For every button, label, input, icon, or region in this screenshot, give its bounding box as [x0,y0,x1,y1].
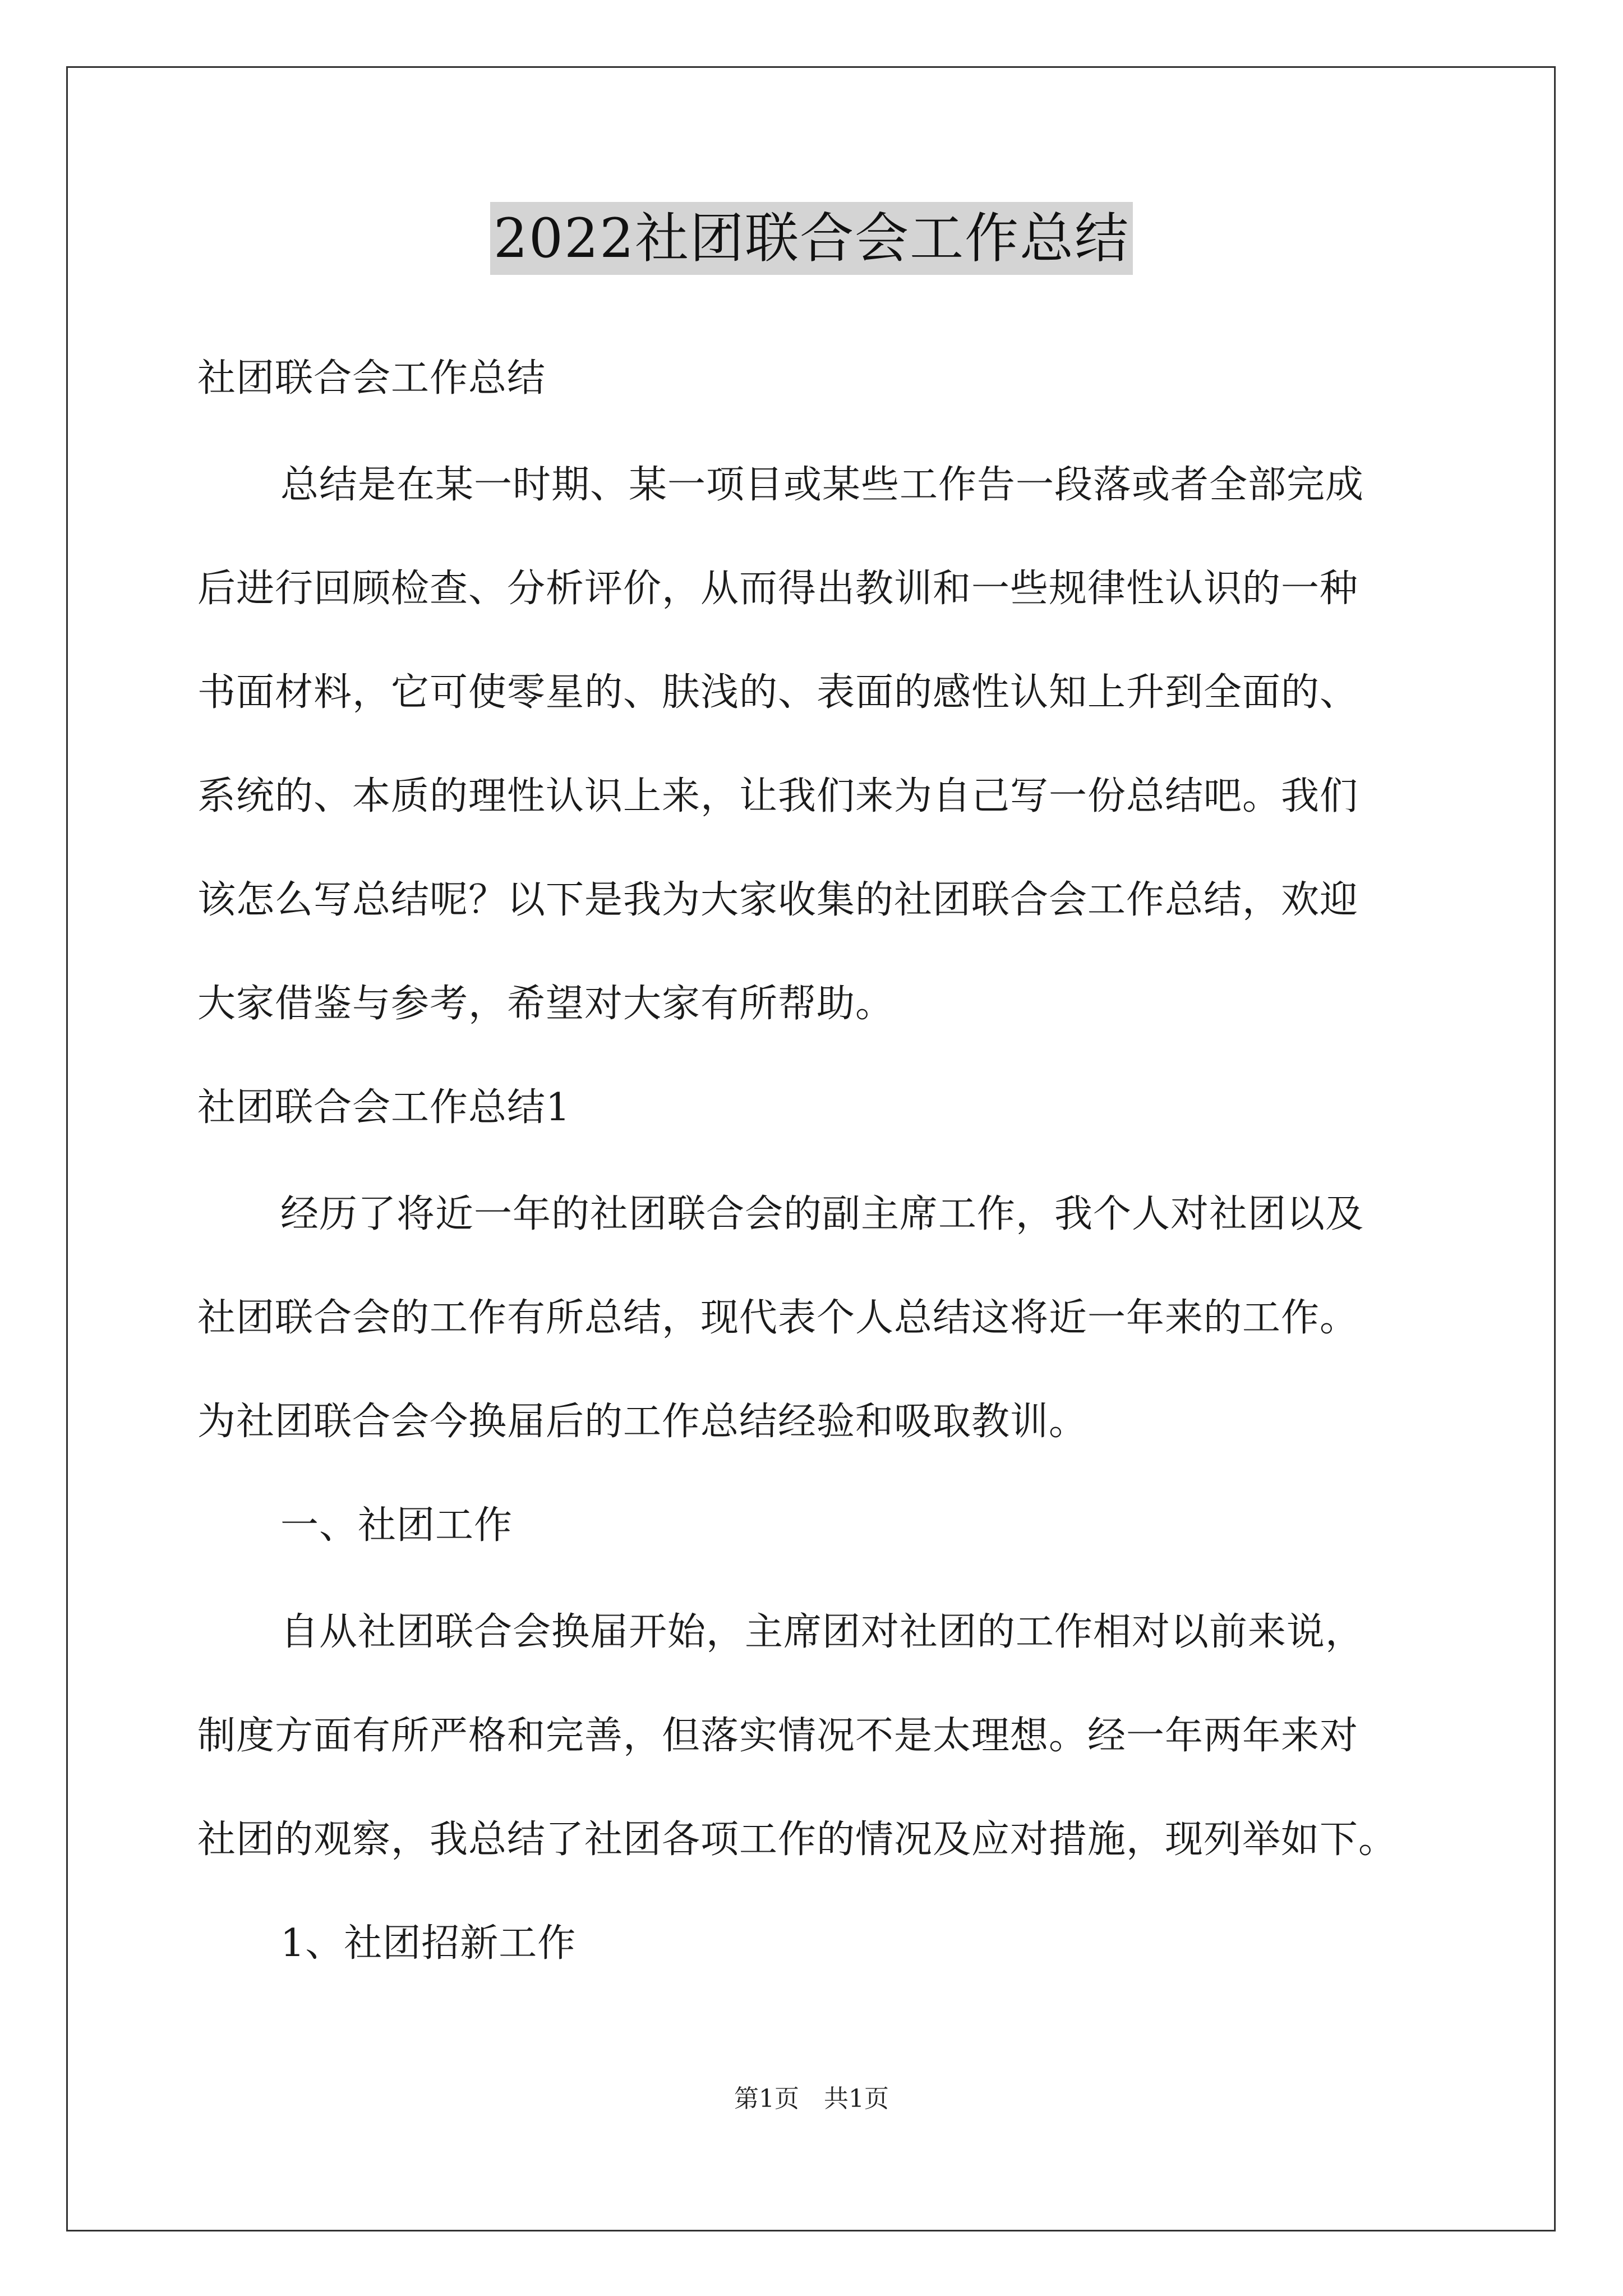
para1-line-3: 为社团联合会今换届后的工作总结经验和吸取教训。 [197,1400,1088,1444]
document-title: 2022社团联合会工作总结 [490,202,1133,275]
intro-line-6: 大家借鉴与参考，希望对大家有所帮助。 [197,982,895,1026]
para2-line-2: 制度方面有所严格和完善，但落实情况不是太理想。经一年两年来对 [197,1714,1359,1758]
intro-line-3: 书面材料，它可使零星的、肤浅的、表面的感性认知上升到全面的、 [197,670,1359,715]
intro-line-5: 该怎么写总结呢？以下是我为大家收集的社团联合会工作总结，欢迎 [197,878,1359,922]
para1-line-2: 社团联合会的工作有所总结，现代表个人总结这将近一年来的工作。 [197,1296,1359,1340]
para2-line-3: 社团的观察，我总结了社团各项工作的情况及应对措施，现列举如下。 [197,1818,1398,1862]
section-heading: 社团联合会工作总结1 [197,1085,571,1130]
subheading-social-work: 一、社团工作 [280,1503,513,1548]
intro-line-1: 总结是在某一时期、某一项目或某些工作告一段落或者全部完成 [280,463,1364,507]
subheading-recruitment: 1、社团招新工作 [280,1921,577,1966]
document-subtitle: 社团联合会工作总结 [197,356,546,401]
intro-line-2: 后进行回顾检查、分析评价，从而得出教训和一些规律性认识的一种 [197,567,1359,611]
page-footer: 第1页 共1页 [734,2085,889,2113]
intro-line-4: 系统的、本质的理性认识上来，让我们来为自己写一份总结吧。我们 [197,774,1359,818]
para2-line-1: 自从社团联合会换届开始，主席团对社团的工作相对以前来说， [280,1610,1364,1654]
para1-line-1: 经历了将近一年的社团联合会的副主席工作，我个人对社团以及 [280,1192,1364,1236]
title-container [0,202,1623,275]
